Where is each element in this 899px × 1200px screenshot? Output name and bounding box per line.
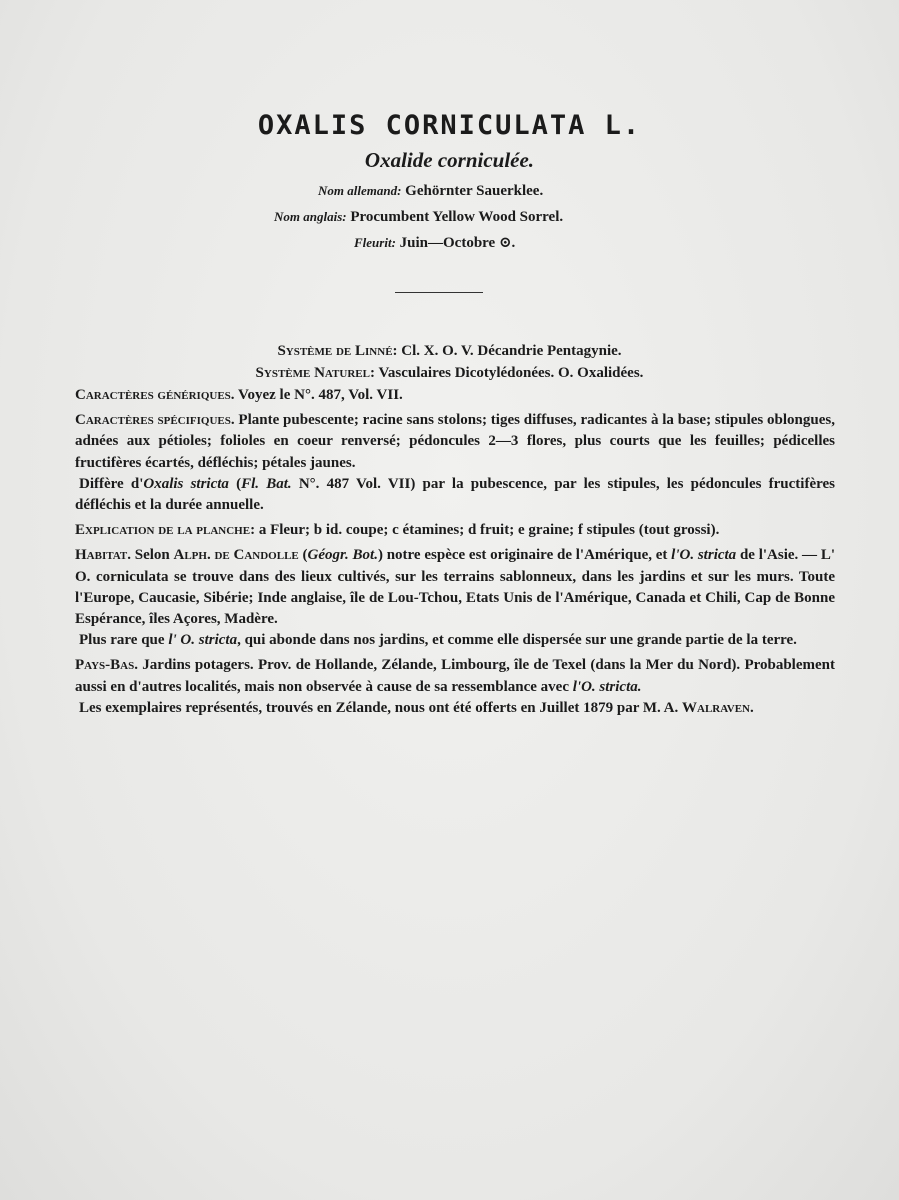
english-name-value: Procumbent Yellow Wood Sorrel. [350,209,564,225]
german-name-label: Nom allemand: [318,183,402,198]
page-title: OXALIS CORNICULATA L. [257,110,642,141]
page-subtitle: Oxalide corniculée. [364,148,535,172]
common-names [270,178,730,256]
generiques-label: Caractères génériques. [75,387,235,403]
rare-species: l' O. stricta [168,632,238,649]
flowering-value: Juin—Octobre ⊙. [399,235,516,251]
differe-species: Oxalis stricta [143,475,229,492]
exemplaires-text-a: Les exemplaires représentés, trouvés en Zélande, nous ont été offerts en Juillet 1879 par M. A. [79,699,679,716]
habitat-text-g: de l'Asie. — L' O. corniculata se trouve dans des lieux cultivés, sur les terrains sablonneux, dans les jardins et sur les murs. Toute l'Europe, Caucasie, Sibérie; Inde anglaise, île de Lou-Tchou, Etats Unis de l'Amérique, Canada et Chili, Cap de Bonne Espérance, îles Açores, Madère. [75,547,835,628]
differe-text-e: N°. 487 Vol. VII) par la pubescence, par les stipules, les pédoncules fructifères défléchis et la durée annuelle. [75,475,835,514]
explication-text: a Fleur; b id. coupe; c étamines; d fruit; e graine; f stipules (tout grossi). [258,522,720,539]
caracteres-generiques [75,385,835,406]
caracteres-specifiques [75,410,835,474]
differe-paragraph [75,474,835,516]
habitat-label: Habitat. [75,547,131,564]
separator-rule [395,292,483,293]
pays-bas-species: l'O. stricta. [572,678,642,695]
pays-bas-text-a: Jardins potagers. Prov. de Hollande, Zélande, Limbourg, île de Texel (dans la Mer du Nord). Probablement aussi en d'autres localités, mais non observée à cause de sa ressemblance avec [75,657,835,695]
differe-text-c: ( [236,475,242,492]
systeme-naturel [0,365,899,382]
systeme-linne [0,343,899,360]
rare-paragraph [75,630,835,651]
english-name-row [270,204,730,230]
explication-label: Explication de la planche: [75,522,256,539]
habitat-text-a: Selon [134,547,170,564]
pays-bas-label: Pays-Bas. [75,657,138,674]
habitat-paragraph [75,545,835,630]
description-body [75,385,835,719]
german-name-row [270,178,730,204]
exemplaires-donor: Walraven. [682,699,754,716]
habitat-reference: Géogr. Bot. [307,547,378,564]
differe-text-a: Diffère d' [79,475,144,492]
habitat-species: l'O. stricta [671,547,737,564]
habitat-author: Alph. de Candolle [173,547,299,564]
explication-planche [75,520,835,541]
generiques-text: Voyez le N°. 487, Vol. VII. [238,387,403,403]
specifiques-text: Plante pubescente; racine sans stolons; tiges diffuses, radicantes à la base; stipules oblongues, adnées aux pétioles; folioles en coeur renversé; pédoncules 2—3 flores, plus courts que les feuilles; pédicelles fructifères écartés, défléchis; pétales jaunes. [75,412,835,471]
systeme-linne-value: Cl. X. O. V. Décandrie Pentagynie. [401,343,622,359]
english-name-label: Nom anglais: [274,209,347,224]
pays-bas-paragraph [75,655,835,697]
habitat-text-c: ( [302,547,308,564]
flowering-row [270,230,730,256]
specifiques-label: Caractères spécifiques. [75,412,235,429]
rare-text-a: Plus rare que [79,632,165,649]
systeme-naturel-label: Système Naturel: [255,365,375,381]
systeme-linne-label: Système de Linné: [277,343,398,359]
rare-text-c: , qui abonde dans nos jardins, et comme elle dispersée sur une grande partie de la terre. [237,632,797,649]
german-name-value: Gehörnter Sauerklee. [405,183,544,199]
systeme-naturel-value: Vasculaires Dicotylédonées. O. Oxalidées. [378,365,644,381]
flowering-label: Fleurit: [354,235,396,250]
habitat-text-e: ) notre espèce est originaire de l'Amérique, et [377,547,668,564]
exemplaires-paragraph [75,698,835,719]
differe-reference: Fl. Bat. [241,475,292,492]
